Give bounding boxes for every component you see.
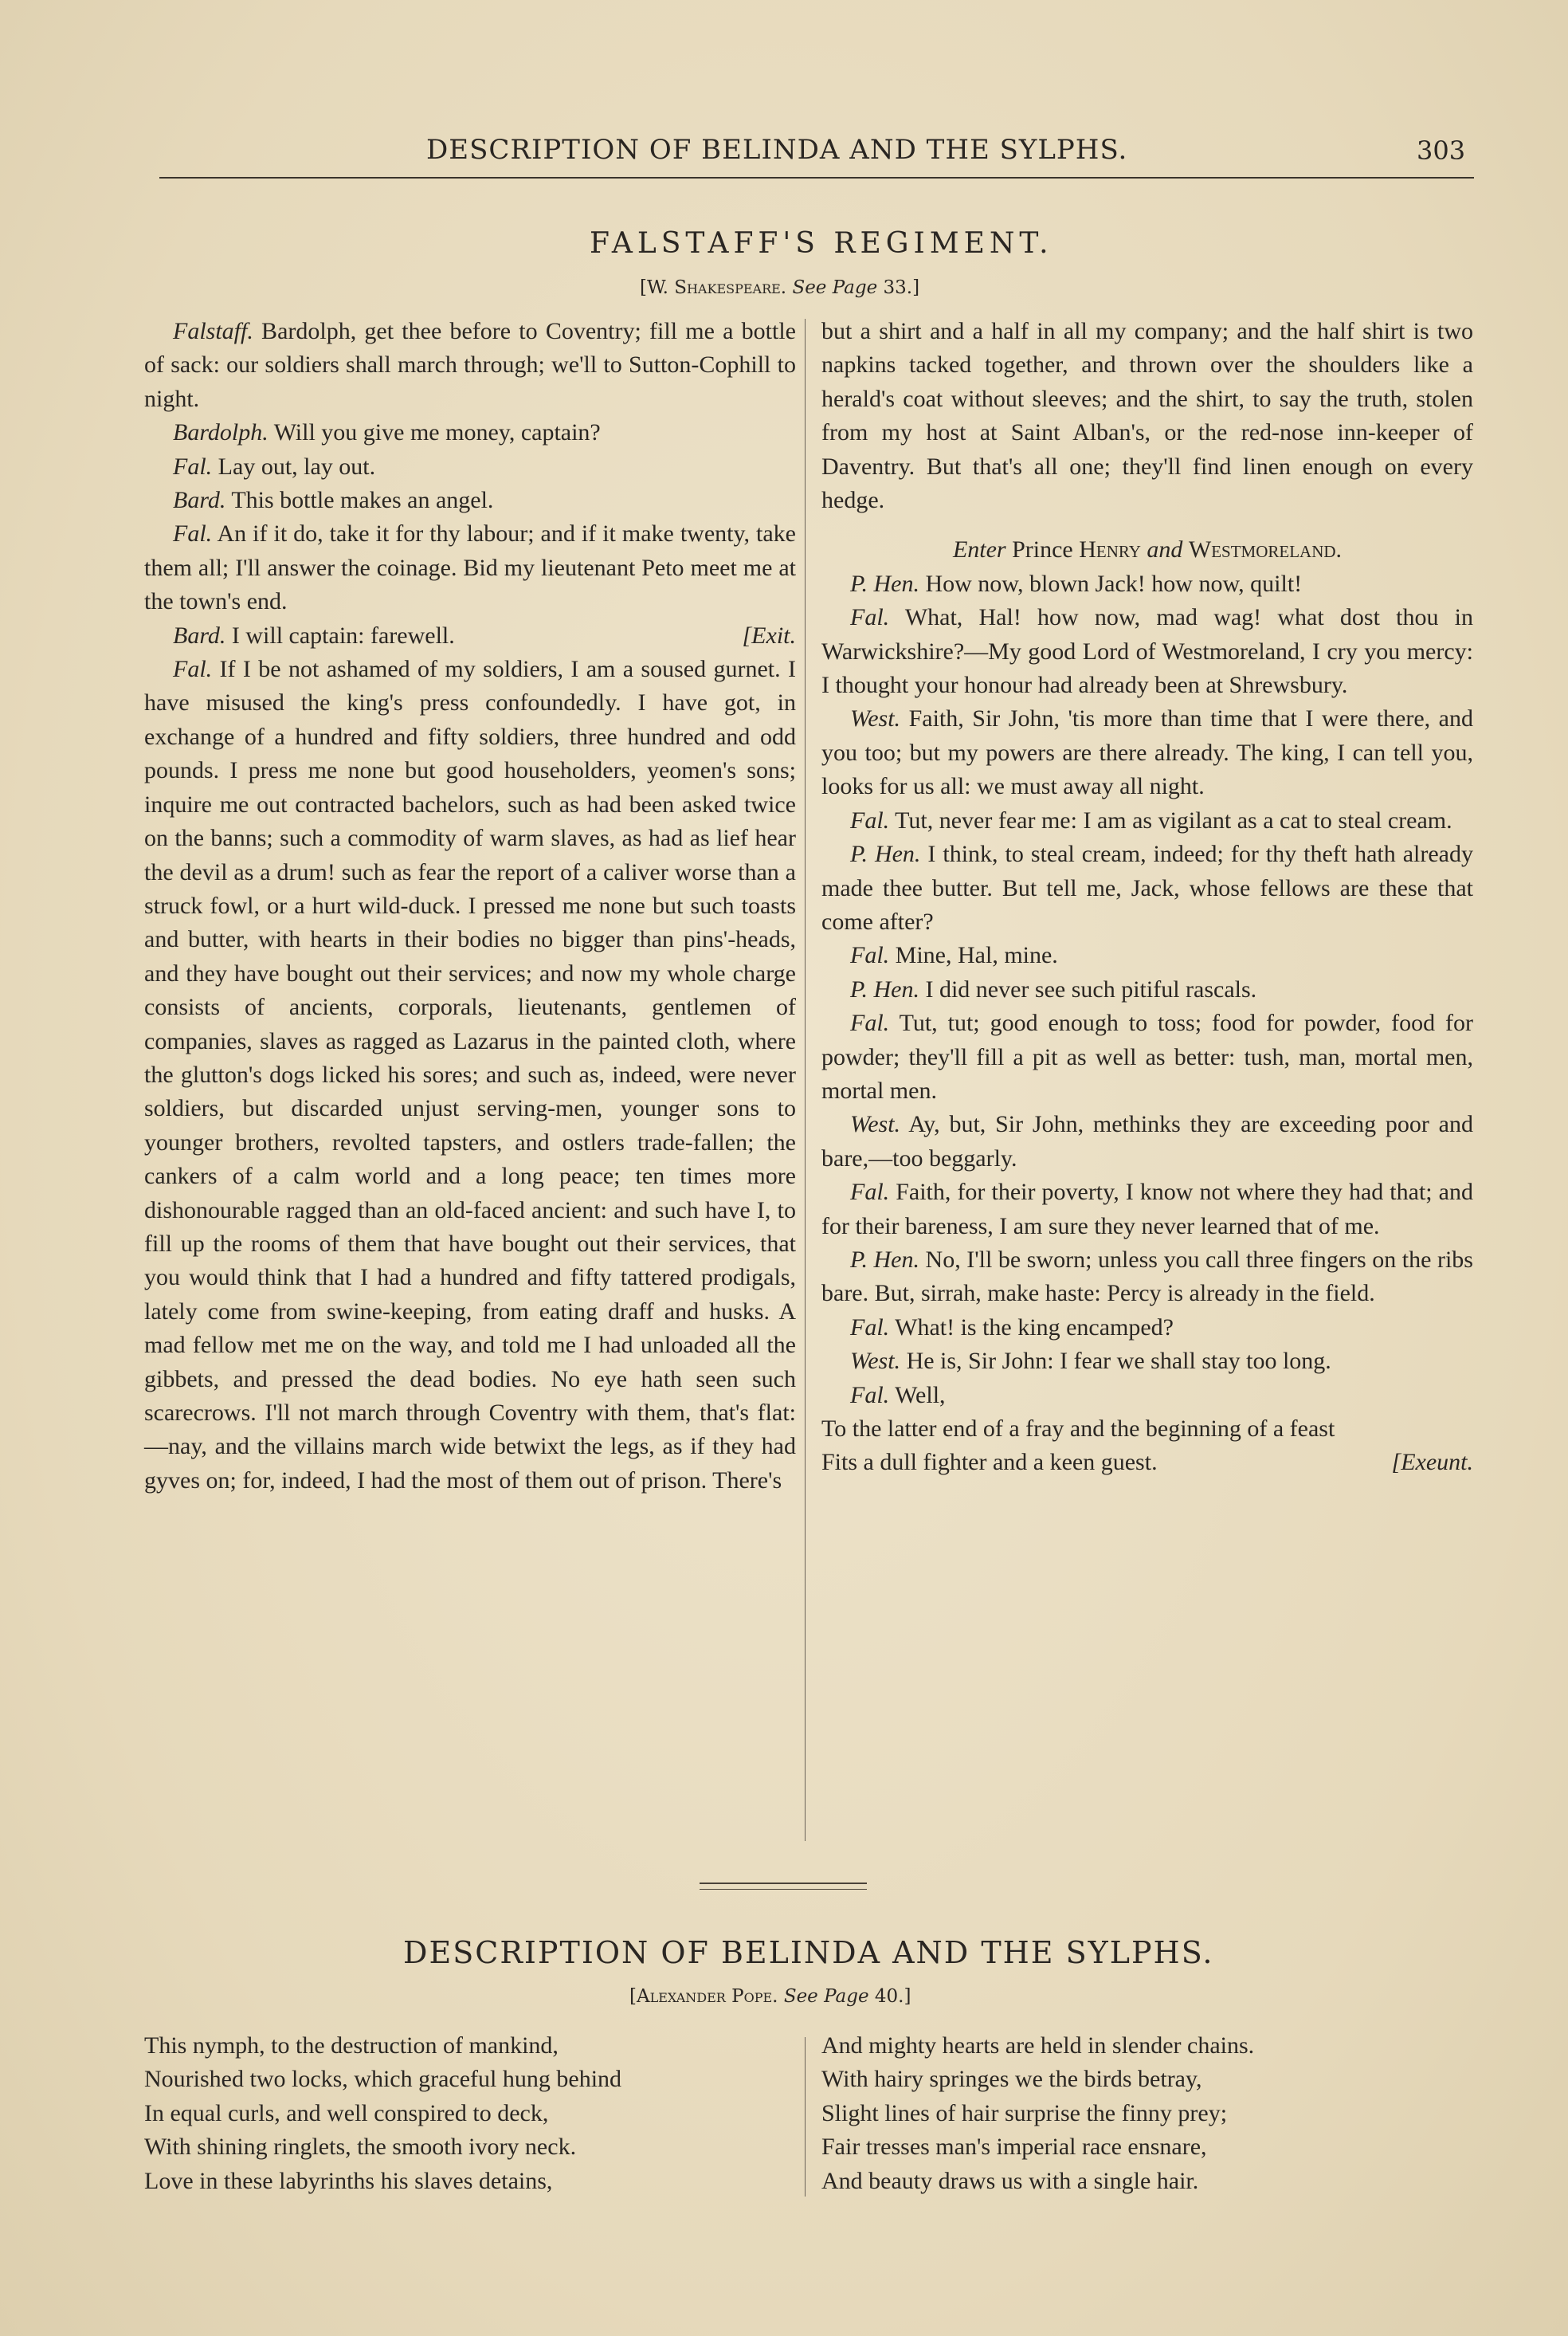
- verse-line: And mighty hearts are held in slender chains.: [821, 2032, 1255, 2059]
- speech: P. Hen. I did never see such pitiful rascals.: [850, 976, 1257, 1003]
- verse-line: [Exeunt. Fits a dull fighter and a keen guest.: [821, 1446, 1473, 1479]
- speaker: West.: [850, 705, 901, 732]
- speech: West. Ay, but, Sir John, methinks they are exceeding poor and bare,—too beggarly.: [821, 1111, 1473, 1172]
- verse-line: Nourished two locks, which graceful hung behind: [144, 2066, 622, 2093]
- verse-line: And beauty draws us with a single hair.: [821, 2167, 1199, 2194]
- stage-direction: Enter Prince Henry and Westmoreland.: [952, 536, 1343, 563]
- speaker: Fal.: [850, 1010, 890, 1037]
- speaker: P. Hen.: [850, 1246, 919, 1273]
- speaker: Bard.: [173, 622, 226, 649]
- column-divider: [805, 319, 806, 1841]
- poem-right-column: [821, 2029, 1459, 2198]
- falstaff-left-column: [144, 315, 796, 1498]
- speech: Fal. What, Hal! how now, mad wag! what dost thou in Warwickshire?—My good Lord of Westmoreland, I cry you mercy: I thought your honour had already been at Shrewsbury.: [821, 604, 1473, 699]
- speaker: Fal.: [850, 1313, 890, 1341]
- speech: Fal. If I be not ashamed of my soldiers, I am a soused gurnet. I have misused the king's press confoundedly. I have got, in exchange of a hundred and fifty soldiers, three hundred and odd pounds. I press me none but good householders, yeomen's sons; inquire me out contracted bachelors, such as had been asked twice on the banns; such a commodity of warm slaves, as had as lief hear the devil as a drum! such as fear the report of a caliver worse than a struck fowl, or a hurt wild-duck. I pressed me none but such toasts and butter, with hearts in their bodies no bigger than pins'-heads, and they have bought out their services; and now my whole charge consists of ancients, corporals, lieutenants, gentlemen of companies, slaves as ragged as Lazarus in the painted cloth, where the glutton's dogs licked his sores; and such as, indeed, were never soldiers, but discarded unjust serving-men, younger sons to younger brothers, revolted tapsters, and ostlers trade-fallen; the cankers of a calm world and a long peace; ten times more dishonourable ragged than an old-faced ancient: and such have I, to fill up the rooms of them that have bought out their services, that you would think that I had a hundred and fifty tattered prodigals, lately come from swine-keeping, from eating draff and husks. A mad fellow met me on the way, and told me I had unloaded all the gibbets, and pressed the dead bodies. No eye hath seen such scarecrows. I'll not march through Coventry with them, that's flat:—nay, and the villains march wide betwixt the legs, as if they had gyves on; for, indeed, I had the most of them out of prison. There's: [144, 656, 796, 1494]
- speaker: Fal.: [850, 807, 890, 834]
- verse-line: In equal curls, and well conspired to deck,: [144, 2099, 549, 2126]
- verse-line: Love in these labyrinths his slaves detains,: [144, 2167, 553, 2194]
- verse-line: To the latter end of a fray and the beginning of a feast: [821, 1415, 1335, 1442]
- exeunt-direction: [Exeunt.: [1391, 1449, 1473, 1476]
- speaker: P. Hen.: [850, 570, 919, 597]
- running-head-title: DESCRIPTION OF BELINDA AND THE SYLPHS.: [426, 134, 1128, 166]
- speech: P. Hen. How now, blown Jack! how now, quilt!: [850, 570, 1303, 597]
- verse-line: Fair tresses man's imperial race ensnare,: [821, 2134, 1207, 2161]
- speaker: Fal.: [850, 604, 890, 631]
- column-divider: [805, 2037, 806, 2197]
- speech-continuation: but a shirt and a half in all my company; and the half shirt is two napkins tacked together, and thrown over the shoulders like a herald's coat without sleeves; and the shirt, to say the truth, stolen from my host at Saint Alban's, or the red-nose inn-keeper of Daventry. But that's all one; they'll find linen enough on every hedge.: [821, 318, 1473, 514]
- speech: Fal. Tut, tut; good enough to toss; food for powder, food for powder; they'll fill a pit as well as better: tush, man, mortal men, mortal men.: [821, 1010, 1473, 1104]
- speaker: Fal.: [850, 1381, 890, 1408]
- section-title-belinda: DESCRIPTION OF BELINDA AND THE SYLPHS.: [403, 1935, 1214, 1970]
- speaker: Fal.: [173, 656, 213, 683]
- speech: West. Faith, Sir John, 'tis more than time that I were there, and you too; but my powers are there already. The king, I can tell you, looks for us all: we must away all night.: [821, 705, 1473, 800]
- page-number: 303: [1417, 135, 1466, 166]
- speaker: West.: [850, 1348, 901, 1375]
- speech: Fal. Mine, Hal, mine.: [850, 942, 1058, 969]
- section-attribution-falstaff: [W. Shakespeare. See Page 33.]: [640, 277, 920, 298]
- poem-left-column: [144, 2029, 782, 2198]
- speech: [Exit. Bard. I will captain: farewell.: [144, 619, 796, 653]
- running-head: [159, 134, 1474, 182]
- speaker: Fal.: [850, 942, 890, 969]
- section-separator: [700, 1889, 867, 1890]
- speaker: P. Hen.: [850, 976, 919, 1003]
- verse-line: This nymph, to the destruction of mankind,: [144, 2032, 559, 2059]
- speech: Fal. What! is the king encamped?: [850, 1313, 1174, 1341]
- speaker: Fal.: [173, 520, 213, 548]
- author-name: Alexander Pope.: [636, 1986, 778, 2007]
- section-separator: [700, 1883, 867, 1884]
- speech: Falstaff. Bardolph, get thee before to Coventry; fill me a bottle of sack: our soldiers shall march through; we'll to Sutton-Cophill to night.: [144, 318, 796, 412]
- falstaff-right-column: [821, 315, 1473, 1480]
- speaker: Bard.: [173, 487, 226, 514]
- speech: Bard. This bottle makes an angel.: [173, 487, 494, 514]
- speaker: Bardolph.: [173, 419, 269, 446]
- author-name: W. Shakespeare.: [646, 277, 787, 298]
- speech: Fal. Lay out, lay out.: [173, 453, 376, 480]
- speaker: West.: [850, 1111, 901, 1138]
- speech: Fal. An if it do, take it for thy labour; and if it make twenty, take them all; I'll answer the coinage. Bid my lieutenant Peto meet me at the town's end.: [144, 520, 796, 615]
- speaker: Fal.: [173, 453, 213, 480]
- speech: Fal. Faith, for their poverty, I know not where they had that; and for their bareness, I am sure they never learned that of me.: [821, 1179, 1473, 1239]
- speech: P. Hen. I think, to steal cream, indeed; for thy theft hath already made thee butter. But tell me, Jack, whose fellows are these that come after?: [821, 841, 1473, 935]
- verse-line: With hairy springes we the birds betray,: [821, 2066, 1202, 2093]
- speech: Fal. Well,: [850, 1381, 946, 1408]
- speech: Fal. Tut, never fear me: I am as vigilant as a cat to steal cream.: [850, 807, 1452, 834]
- speaker: Falstaff.: [173, 318, 253, 344]
- speech: Bardolph. Will you give me money, captain?: [173, 419, 601, 446]
- speech: P. Hen. No, I'll be sworn; unless you call three fingers on the ribs bare. But, sirrah, make haste: Percy is already in the field.: [821, 1246, 1473, 1307]
- exit-direction: [Exit.: [742, 622, 796, 649]
- header-rule: [159, 177, 1474, 179]
- speech: West. He is, Sir John: I fear we shall stay too long.: [850, 1348, 1331, 1375]
- section-title-falstaff: FALSTAFF'S REGIMENT.: [590, 227, 1053, 260]
- section-attribution-belinda: [Alexander Pope. See Page 40.]: [629, 1986, 911, 2007]
- verse-line: With shining ringlets, the smooth ivory neck.: [144, 2134, 577, 2161]
- speaker: Fal.: [850, 1179, 890, 1206]
- verse-line: Slight lines of hair surprise the finny prey;: [821, 2099, 1228, 2126]
- speaker: P. Hen.: [850, 841, 921, 868]
